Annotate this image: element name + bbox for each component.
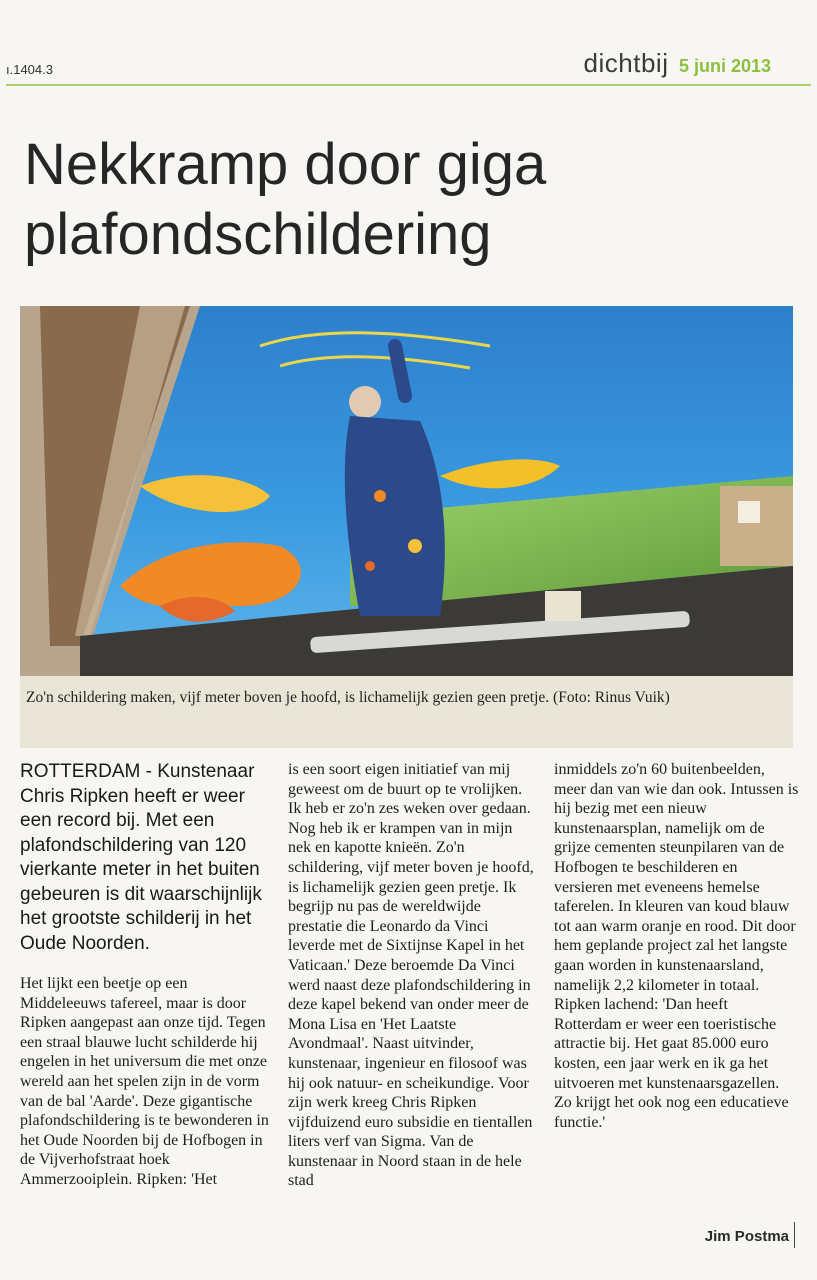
headline: Nekkramp door giga plafondschildering <box>24 132 547 267</box>
article-photo <box>20 306 793 676</box>
page-code: ı.1404.3 <box>6 62 53 77</box>
masthead <box>584 48 771 79</box>
article-body-3: inmiddels zo'n 60 buitenbeelden, meer dan van wie dan ook. Intussen is hij bezig met een nieuw kunstenaarsplan, namelijk om de grijze cementen steunpilaren van de Hofbogen te beschilderen en versieren met eveneens hemelse taferelen. In kleuren van koud blauw tot aan warm oranje en rood. Dit door hem geplande project zal het langste gaan worden in kunstenaarsland, namelijk 2,2 kilometer in totaal. Ripken lachend: 'Dan heeft Rotterdam er weer een toeristische attractie bij. Het gaat 85.000 euro kosten, een jaar werk en ik ga het uitvoeren met kunstenaarsgazellen. Zo krijgt het ook nog een educatieve functie.' <box>554 761 799 1131</box>
masthead-rule <box>6 84 811 86</box>
masthead-date: 5 juni 2013 <box>678 56 771 76</box>
article-body-2: is een soort eigen initiatief van mij geweest om de buurt op te vrolijken. Ik heb er zo'n zes weken over gedaan. Nog heb ik er krampen van in mijn nek en kapotte knieën. Zo'n schildering, vijf meter boven je hoofd, is lichamelijk gezien geen pretje. Ik begrijp nu pas de wereldwijde prestatie die Leonardo da Vinci leverde met de Sixtijnse Kapel in het Vaticaan.' Deze beroemde Da Vinci werd naast deze plafondschildering in deze kapel bekend van onder meer de Mona Lisa en 'Het Laatste Avondmaal'. Naast uitvinder, kunstenaar, ingenieur en filosoof was hij ook natuur- en scheikundige. Voor zijn werk kreeg Chris Ripken vijfduizend euro subsidie en tientallen liters verf van Sigma. Van de kunstenaar in Noord staan in de hele stad <box>288 761 534 1190</box>
article-body-1: Het lijkt een beetje op een Middeleeuws tafereel, maar is door Ripken aangepast aan onze tijd. Tegen een straal blauwe lucht schilderde hij engelen in het universum die met onze wereld aan het spelen zijn in de vorm van de bal 'Aarde'. Deze gigantische plafondschildering is te bewonderen in het Oude Noorden bij de Hofbogen in de Vijverhofstraat hoek Ammerzooiplein. Ripken: 'Het <box>20 975 269 1188</box>
article-lead: ROTTERDAM - Kunstenaar Chris Ripken heeft er weer een record bij. Met een plafondschildering van 120 vierkante meter in het buiten gebeuren is dit waarschijnlijk het grootste schilderij in het Oude Noorden. <box>20 761 262 954</box>
byline-divider <box>794 1222 795 1248</box>
byline: Jim Postma <box>704 1228 789 1245</box>
masthead-brand: dichtbij <box>583 48 669 78</box>
caption-band <box>20 676 793 748</box>
ceiling-painting-illustration <box>20 306 793 676</box>
article-column-3 <box>554 760 799 1132</box>
photo-caption: Zo'n schildering maken, vijf meter boven je hoofd, is lichamelijk gezien geen pretje. (Foto: Rinus Vuik) <box>26 689 670 706</box>
article-column-2 <box>288 760 536 1191</box>
article-column-1 <box>20 760 275 1190</box>
